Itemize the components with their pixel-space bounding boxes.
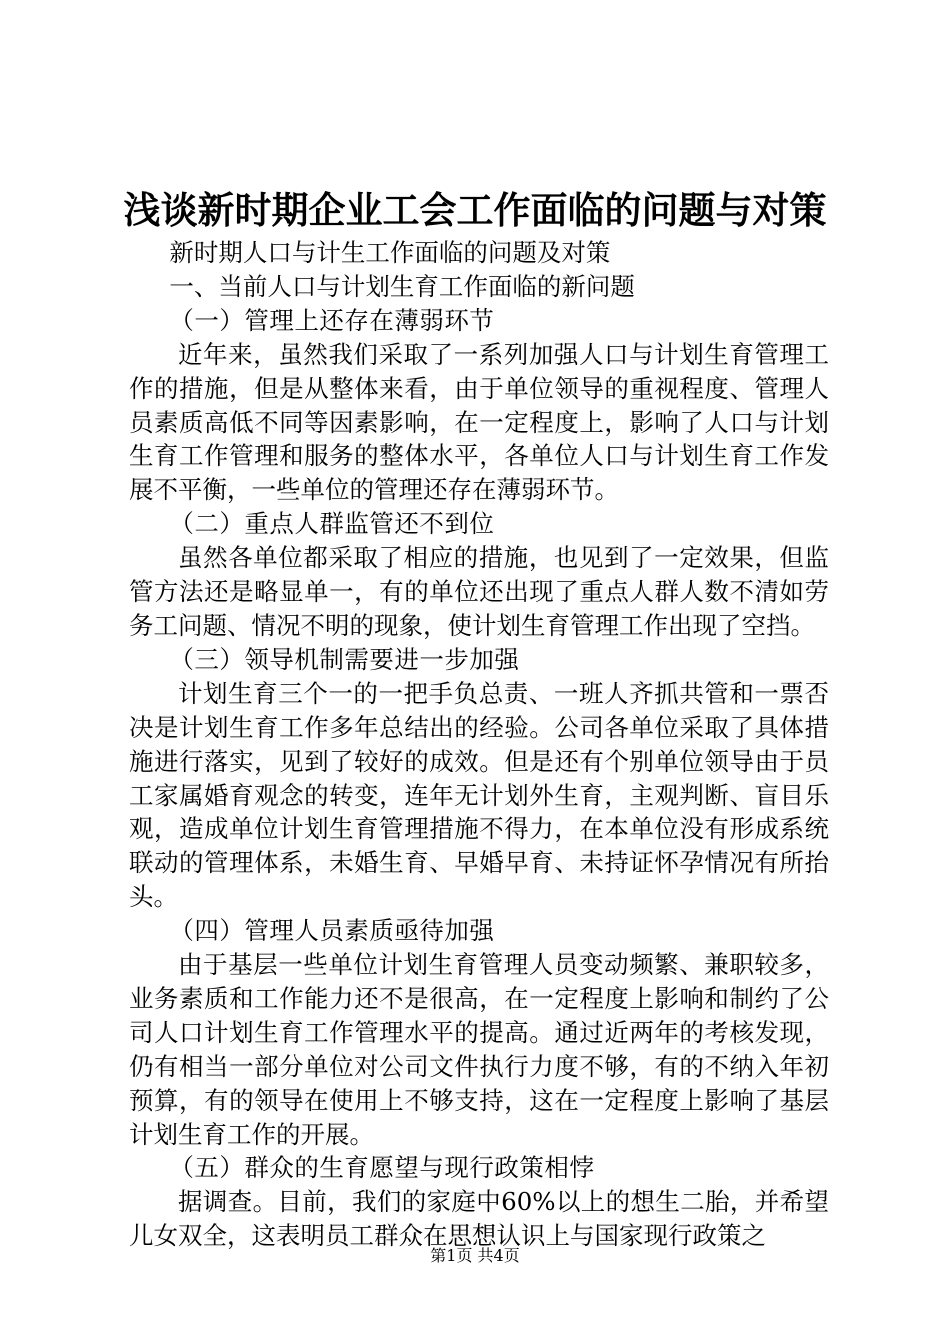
body-paragraph: 由于基层一些单位计划生育管理人员变动频繁、兼职较多，业务素质和工作能力还不是很高，在一定程度上影响和制约了公司人口计划生育工作管理水平的提高。通过近两年的考核发现，仍有相当一部分单位对公司文件执行力度不够，有的不纳入年初预算，有的领导在使用上不够支持，这在一定程度上影响了基层计划生育工作的开展。 — [129, 950, 829, 1149]
subsection-heading: （二）重点人群监管还不到位 — [169, 509, 495, 539]
subsection-heading: （一）管理上还存在薄弱环节 — [169, 305, 495, 335]
body-paragraph: 近年来，虽然我们采取了一系列加强人口与计划生育管理工作的措施，但是从整体来看，由于单位领导的重视程度、管理人员素质高低不同等因素影响，在一定程度上，影响了人口与计划生育工作管理和服务的整体水平，各单位人口与计划生育工作发展不平衡，一些单位的管理还存在薄弱环节。 — [129, 339, 829, 505]
subsection-heading: （五）群众的生育愿望与现行政策相悖 — [169, 1153, 595, 1183]
body-paragraph: 虽然各单位都采取了相应的措施，也见到了一定效果，但监管方法还是略显单一，有的单位还出现了重点人群人数不清如劳务工问题、情况不明的现象，使计划生育管理工作出现了空挡。 — [129, 543, 829, 640]
subsection-heading: （三）领导机制需要进一步加强 — [169, 644, 520, 674]
section-heading: 一、当前人口与计划生育工作面临的新问题 — [169, 271, 635, 301]
subsection-heading: （四）管理人员素质亟待加强 — [169, 916, 495, 946]
subtitle-line: 新时期人口与计生工作面临的问题及对策 — [169, 238, 611, 267]
document-title: 浅谈新时期企业工会工作面临的问题与对策 — [123, 188, 827, 232]
body-paragraph: 计划生育三个一的一把手负总责、一班人齐抓共管和一票否决是计划生育工作多年总结出的经验。公司各单位采取了具体措施进行落实，见到了较好的成效。但是还有个别单位领导由于员工家属婚育观念的转变，连年无计划外生育，主观判断、盲目乐观，造成单位计划生育管理措施不得力，在本单位没有形成系统联动的管理体系，未婚生育、早婚早育、未持证怀孕情况有所抬头。 — [129, 678, 829, 912]
page-number-footer: 第1页 共4页 — [430, 1246, 520, 1265]
document-body — [129, 236, 829, 1253]
body-paragraph: 据调查。目前，我们的家庭中60%以上的想生二胎，并希望儿女双全，这表明员工群众在思想认识上与国家现行政策之 — [129, 1187, 829, 1251]
